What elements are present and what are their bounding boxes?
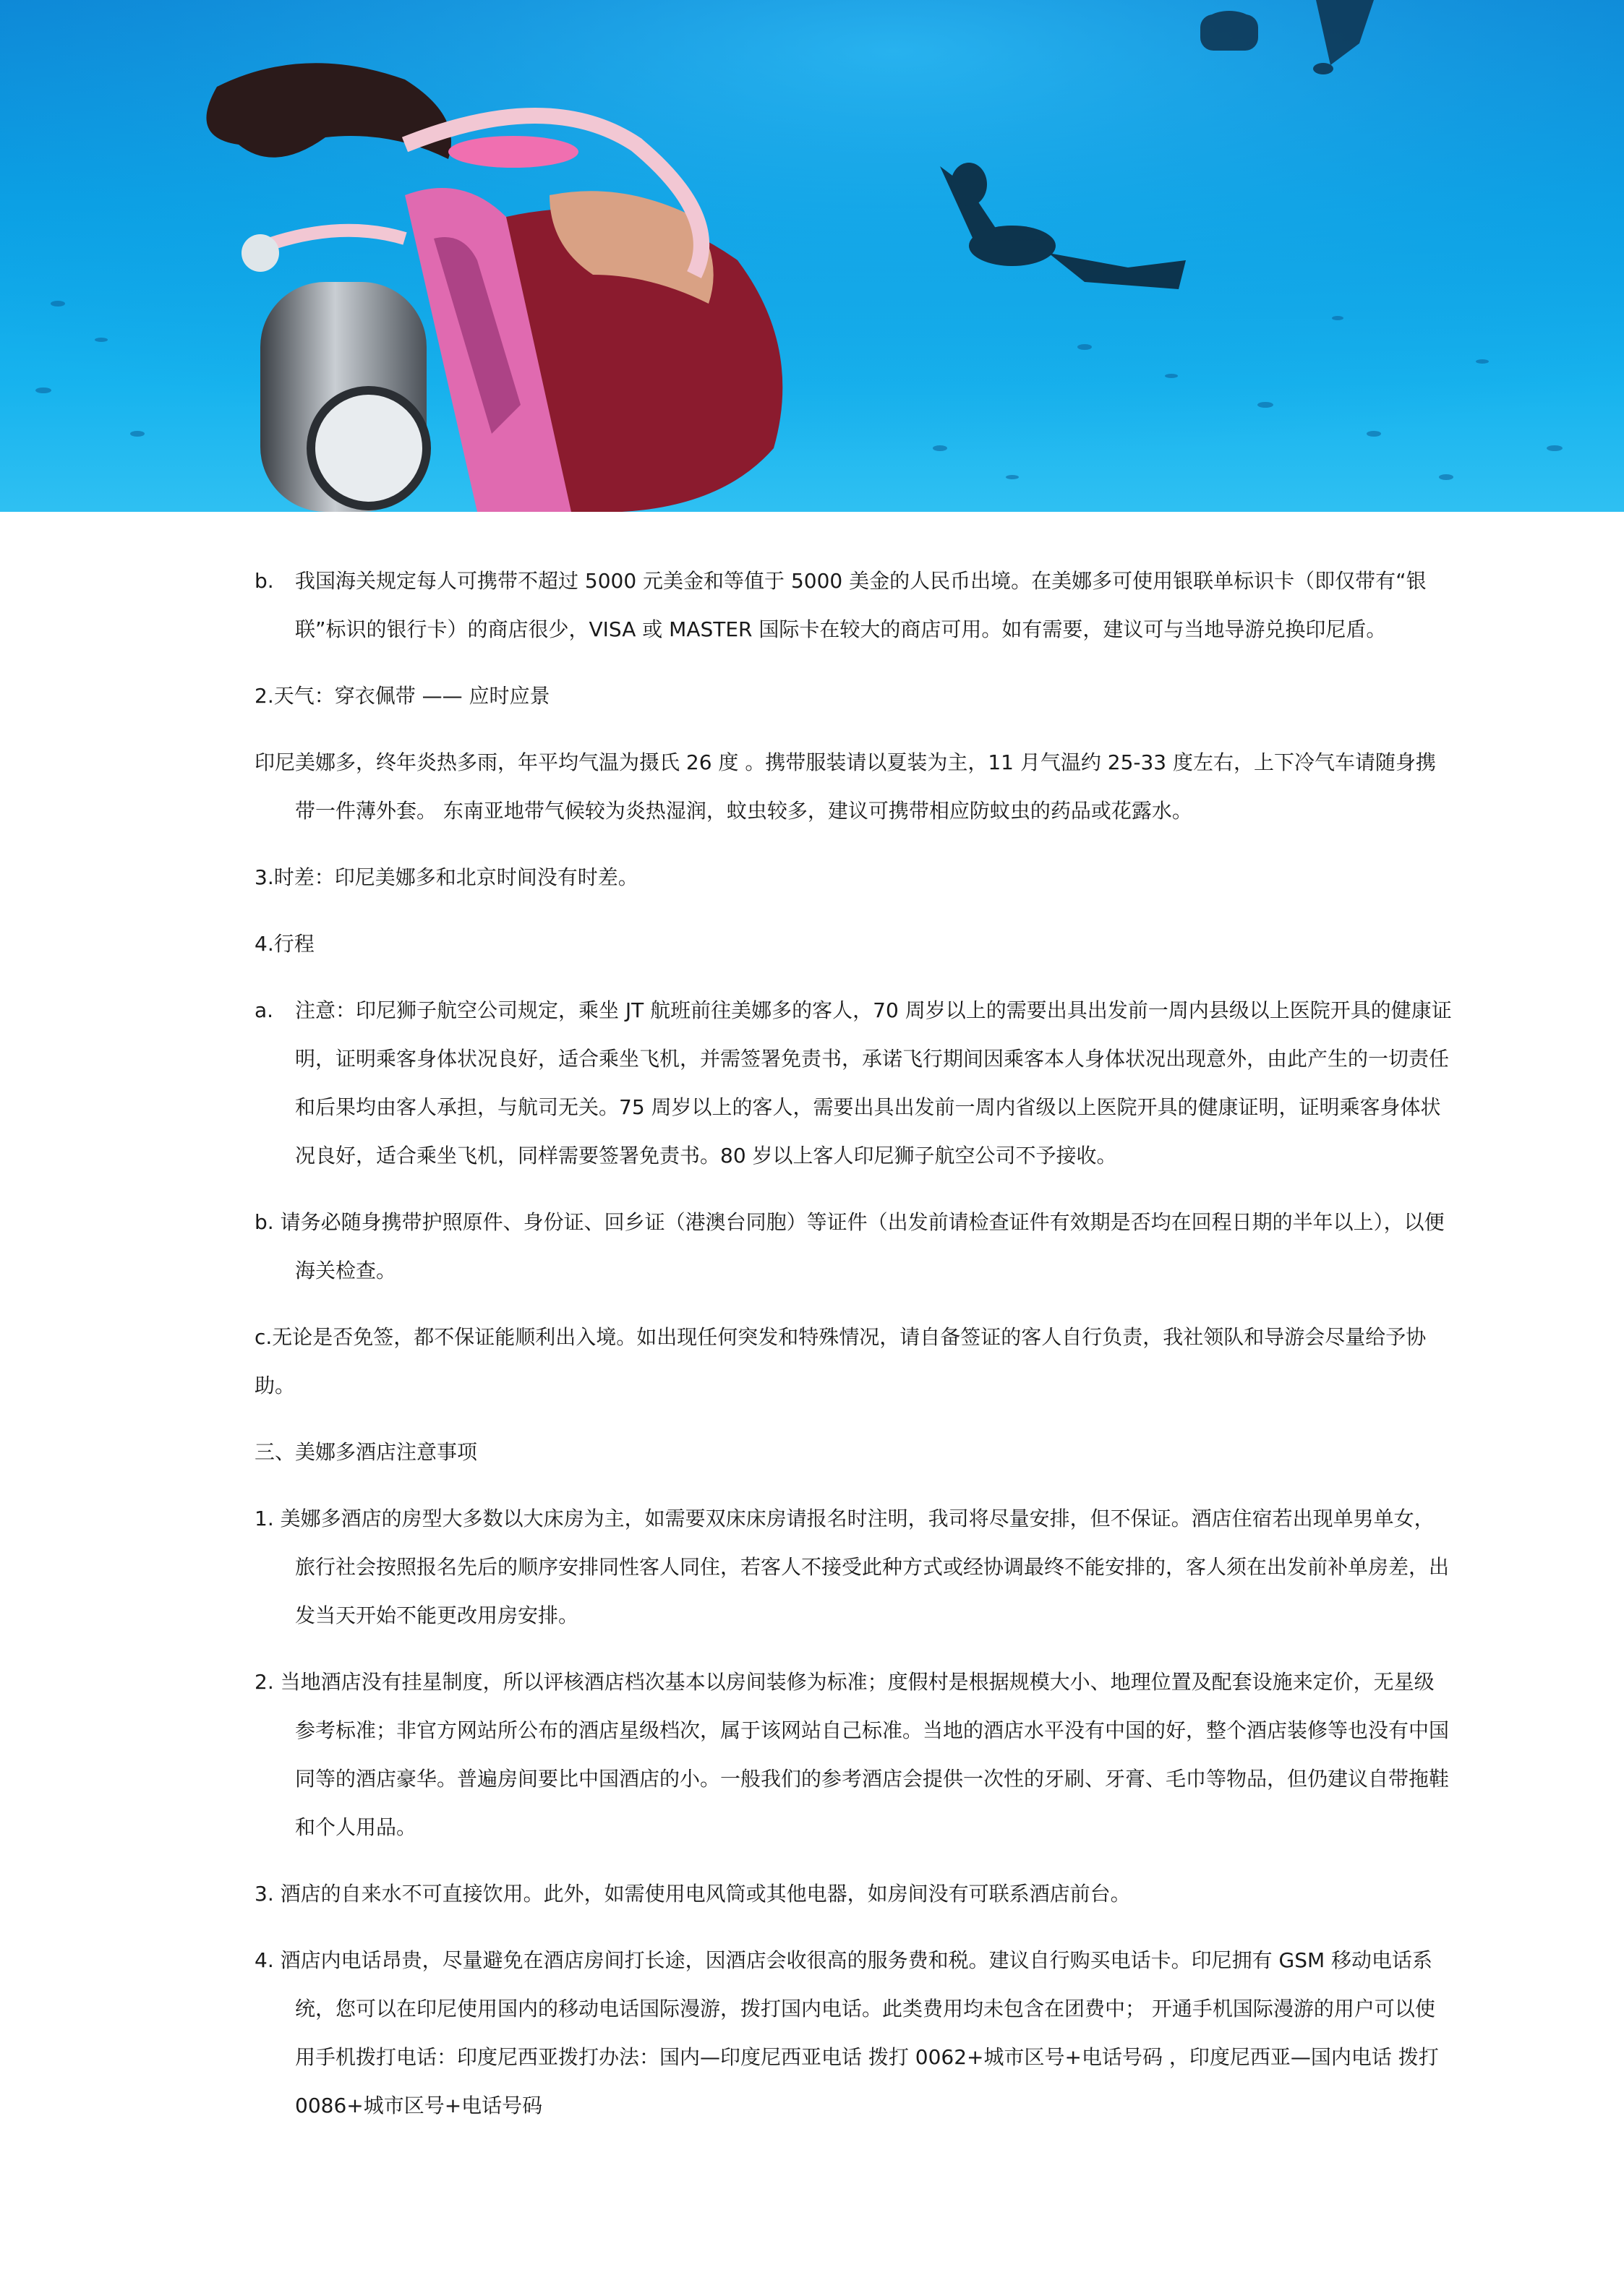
paragraph-weather: 印尼美娜多，终年炎热多雨，年平均气温为摄氏 26 度 。携带服装请以夏装为主，11 月气温约 25-33 度左右，上下冷气车请随身携带一件薄外套。 东南亚地带气候较为炎热湿润，蚊虫较多，建议可携带相应防蚊虫的药品或花露水。 xyxy=(255,750,1437,823)
document-body xyxy=(255,557,1452,2148)
paragraph-documents: b. 请务必随身携带护照原件、身份证、回乡证（港澳台同胞）等证件（出发前请检查证件有效期是否均在回程日期的半年以上），以便海关检查。 xyxy=(255,1210,1445,1282)
scuba-diver-photo-icon xyxy=(0,0,1624,512)
heading-weather: 2.天气：穿衣佩带 —— 应时应景 xyxy=(255,684,550,708)
paragraph-airline-rules: a. 注意：印尼狮子航空公司规定，乘坐 JT 航班前往美娜多的客人，70 周岁以上的需要出具出发前一周内县级以上医院开具的健康证明，证明乘客身体状况良好，适合乘坐飞机，并需签署免责书，承诺飞行期间因乘客本人身体状况出现意外，由此产生的一切责任和后果均由客人承担，与航司无关。75 周岁以上的客人，需要出具出发前一周内省级以上医院开具的健康证明，证明乘客身体状况良好，适合乘坐飞机，同样需要签署免责书。80 岁以上客人印尼狮子航空公司不予接收。 xyxy=(255,986,1452,1180)
hero-photo xyxy=(0,0,1624,512)
hotel-item-2: 2. 当地酒店没有挂星制度，所以评核酒店档次基本以房间装修为标准；度假村是根据规模大小、地理位置及配套设施来定价，无星级参考标准；非官方网站所公布的酒店星级档次，属于该网站自己标准。当地的酒店水平没有中国的好，整个酒店装修等也没有中国同等的酒店豪华。普遍房间要比中国酒店的小。一般我们的参考酒店会提供一次性的牙刷、牙膏、毛巾等物品，但仍建议自带拖鞋和个人用品。 xyxy=(255,1670,1450,1839)
heading-hotel: 三、美娜多酒店注意事项 xyxy=(255,1440,478,1464)
hotel-item-4: 4. 酒店内电话昂贵，尽量避免在酒店房间打长途，因酒店会收很高的服务费和税。建议自行购买电话卡。印尼拥有 GSM 移动电话系统，您可以在印尼使用国内的移动电话国际漫游，拨打国内电话。此类费用均未包含在团费中； 开通手机国际漫游的用户可以使用手机拨打电话：印度尼西亚拨打办法：国内—印度尼西亚电话 拨打 0062+城市区号+电话号码 ，印度尼西亚—国内电话 拨打 0086+城市区号+电话号码 xyxy=(255,1948,1439,2117)
list-marker: a. xyxy=(255,998,274,1022)
hotel-item-3: 3. 酒店的自来水不可直接饮用。此外，如需使用电风筒或其他电器，如房间没有可联系酒店前台。 xyxy=(255,1882,1131,1906)
list-marker: b. xyxy=(255,569,274,593)
heading-timezone: 3.时差：印尼美娜多和北京时间没有时差。 xyxy=(255,865,638,889)
paragraph-money: b. 我国海关规定每人可携带不超过 5000 元美金和等值于 5000 美金的人民币出境。在美娜多可使用银联单标识卡（即仅带有“银联”标识的银行卡）的商店很少，VISA 或 MASTER 国际卡在较大的商店可用。如有需要，建议可与当地导游兑换印尼盾。 xyxy=(255,557,1452,654)
paragraph-visa: c.无论是否免签，都不保证能顺利出入境。如出现任何突发和特殊情况，请自备签证的客人自行负责，我社领队和导游会尽量给予协助。 xyxy=(255,1325,1427,1397)
heading-itinerary: 4.行程 xyxy=(255,932,315,956)
hotel-item-1: 1. 美娜多酒店的房型大多数以大床房为主，如需要双床床房请报名时注明，我司将尽量安排，但不保证。酒店住宿若出现单男单女，旅行社会按照报名先后的顺序安排同性客人同住，若客人不接受此种方式或经协调最终不能安排的，客人须在出发前补单房差，出发当天开始不能更改用房安排。 xyxy=(255,1507,1450,1627)
